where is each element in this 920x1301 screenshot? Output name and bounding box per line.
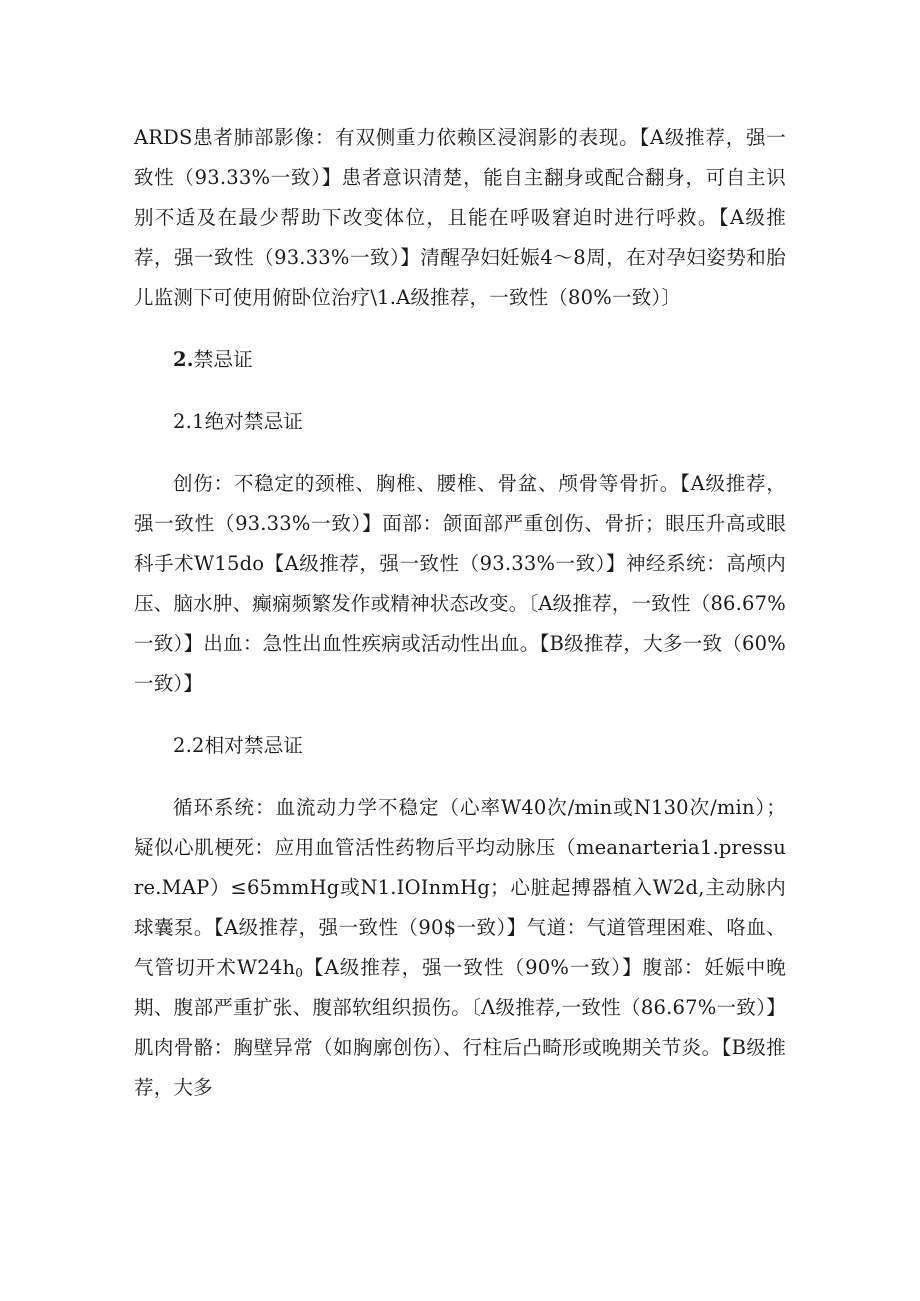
section-number: 2. [173,348,194,371]
paragraph-part-a: 循环系统：血流动力学不稳定（心率W40次/min或N130次/min）；疑似心肌梗死：应用血管活性药物后平均动脉压（meanarteria1.pressure.MAP）≤65mmHg或N1.IOInmHg；心脏起搏器植入W2d,主动脉内球囊泵。【A级推荐，强一致性（90$一致）】气道：气道管理困难、咯血、气管切开术W24h [134,796,786,979]
section-heading-contraindications [134,340,786,380]
subscript-zero: 0 [295,966,304,980]
section-title: 禁忌证 [193,348,253,371]
subsection-heading-relative: 2.2相对禁忌证 [173,734,304,757]
paragraph-relative-contraindications [134,788,786,1108]
paragraph-indications-continued: ARDS患者肺部影像：有双侧重力依赖区浸润影的表现。【A级推荐，强一致性（93.33%一致）】患者意识清楚，能自主翻身或配合翻身，可自主识别不适及在最少帮助下改变体位，且能在呼吸窘迫时进行呼救。【A级推荐，强一致性（93.33%一致）】清醒孕妇妊娠4～8周，在对孕妇姿势和胎儿监测下可使用俯卧位治疗\1.A级推荐，一致性（80%一致）〕 [134,126,786,309]
subsection-heading-absolute: 2.1绝对禁忌证 [173,410,304,433]
paragraph-part-b: 【A级推荐，强一致性（90%一致）】腹部：妊娠中晚期、腹部严重扩张、腹部软组织损伤。〔Λ级推荐,一致性（86.67%一致）】肌肉骨骼：胸壁异常（如胸廓创伤）、行柱后凸畸形或晚期关节炎。【B级推荐，大多 [134,956,786,1099]
paragraph-absolute-contraindications: 创伤：不稳定的颈椎、胸椎、腰椎、骨盆、颅骨等骨折。【A级推荐，强一致性（93.33%一致）】面部：颌面部严重创伤、骨折；眼压升高或眼科手术W15do【A级推荐，强一致性（93.33%一致）】神经系统：高颅内压、脑水肿、癫痫频繁发作或精神状态改变。〔A级推荐，一致性（86.67%一致）】出血：急性出血性疾病或活动性出血。【B级推荐，大多一致（60%一致）】 [134,472,786,695]
